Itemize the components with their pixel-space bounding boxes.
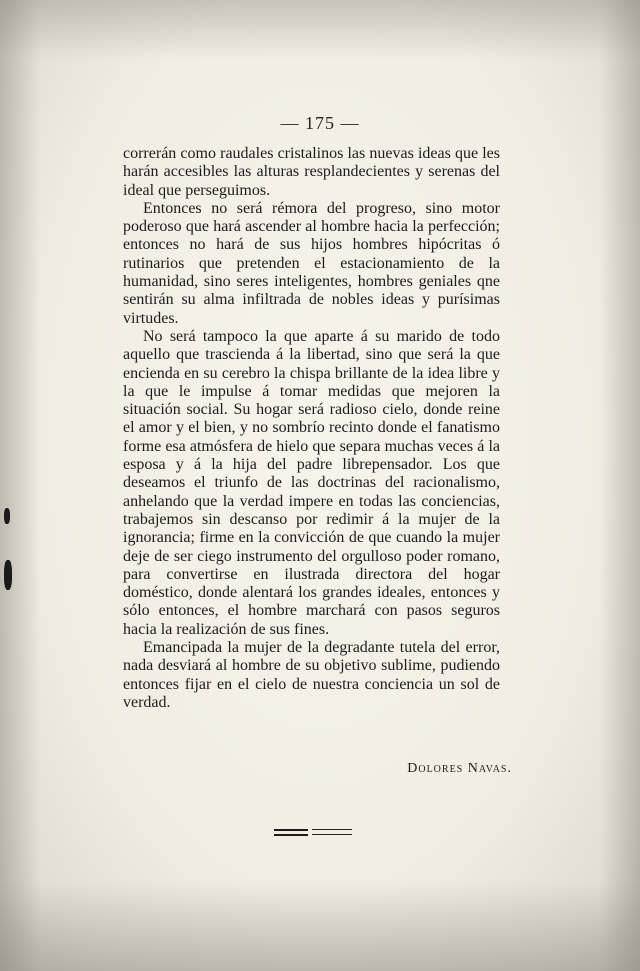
paragraph: Emancipada la mujer de la degradante tutela del error, nada desviará al hombre de su objetivo sublime, pudiendo entonces fijar en el cielo de nuestra conciencia un sol de verdad. (123, 639, 500, 711)
author-signature: Dolores Navas. (407, 761, 512, 776)
paragraph: correrán como raudales cristalinos las nuevas ideas que les harán accesibles las alturas resplandecientes y serenas del ideal que perseguimos. (123, 145, 500, 199)
paragraph: No será tampoco la que aparte á su marido de todo aquello que trascienda á la libertad, sino que será la que encienda en su cerebro la chispa brillante de la idea libre y la que le impulse á tomar medidas que mejoren la situación social. Su hogar será radioso cielo, donde reine el amor y el bien, y no sombrío recinto donde el fanatismo forme esa atmósfera de hielo que separa muchas veces á la esposa y á la hija del padre librepensador. Los que deseamos el triunfo de las doctrinas del racionalismo, anhelando que la verdad impere en todas las conciencias, trabajemos sin descanso por redimir á la mujer de la ignorancia; firme en la convicción de que cuando la mujer deje de ser ciego instrumento del orgulloso poder romano, para convertirse en ilustrada directora del hogar doméstico, donde alentará los grandes ideales, entonces y sólo entonces, el hombre marchará con pasos seguros hacia la realización de sus fines. (123, 327, 500, 638)
paragraph: Entonces no será rémora del progreso, sino motor poderoso que hará ascender al hombre hacia la perfección; entonces no hará de sus hijos hombres hipócritas ó rutinarios que pretenden el estacionamiento de la humanidad, sino seres inteligentes, hombres geniales qne sentirán su alma infiltrada de nobles ideas y purísimas virtudes. (123, 199, 500, 327)
ink-mark (4, 560, 12, 590)
page-number: — 175 — (280, 113, 360, 133)
body-text (123, 145, 500, 712)
ink-mark (4, 508, 10, 524)
page-shadow-top (0, 0, 640, 60)
page-shadow-left (0, 0, 40, 971)
end-ornament (268, 826, 368, 838)
page-shadow-right (600, 0, 640, 971)
page-shadow-bottom (0, 881, 640, 971)
